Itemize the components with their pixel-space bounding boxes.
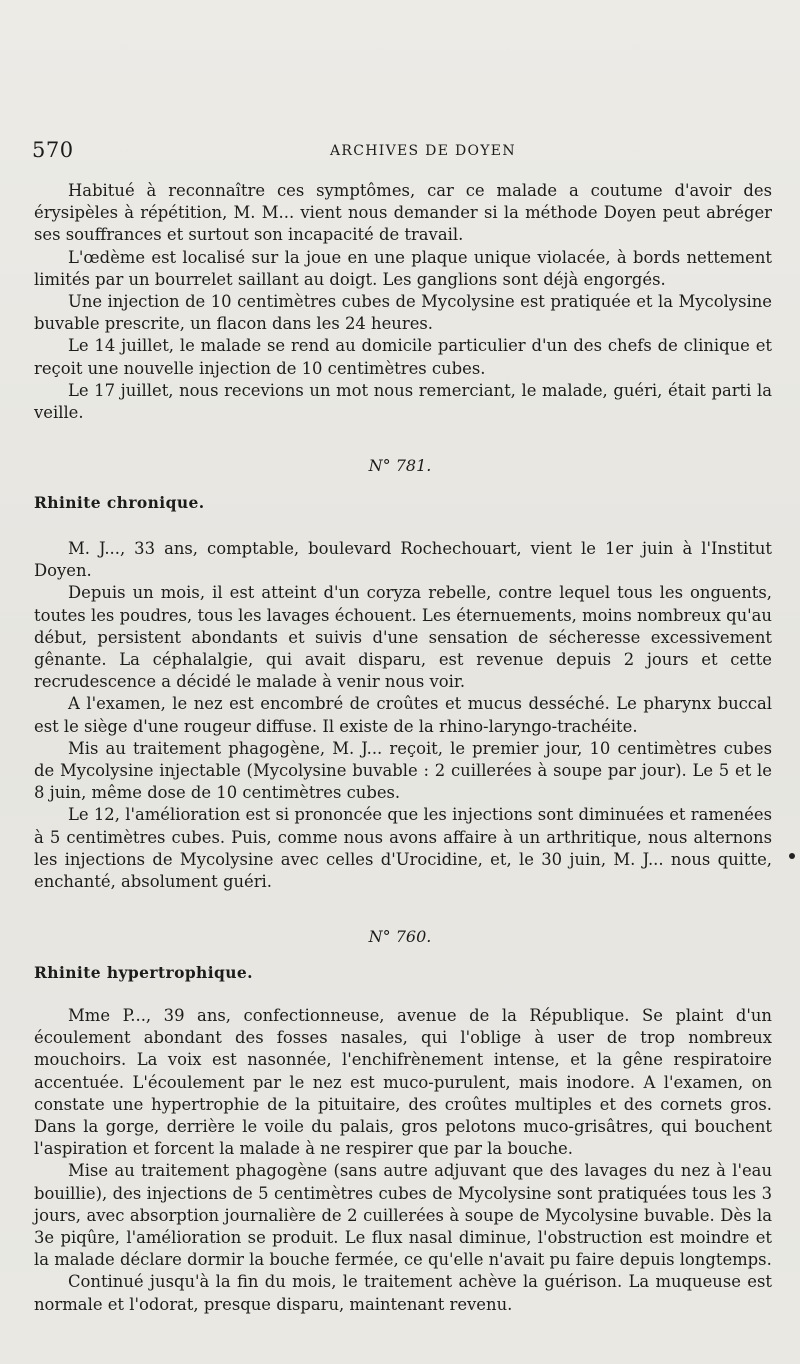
- case-number-781: N° 781.: [368, 456, 432, 475]
- paragraph: L'œdème est localisé sur la joue en une plaque unique violacée, à bords nettement limités par un bourrelet saillant au doigt. Les ganglions sont déjà engorgés.: [34, 247, 772, 289]
- case-title-rhinite-chronique: Rhinite chronique.: [34, 493, 205, 512]
- case-title-rhinite-hypertrophique: Rhinite hypertrophique.: [34, 963, 253, 982]
- running-title: ARCHIVES DE DOYEN: [330, 143, 516, 159]
- case-781-body: [34, 538, 772, 893]
- case-760-body: [34, 1005, 772, 1316]
- paragraph: Le 14 juillet, le malade se rend au domicile particulier d'un des chefs de clinique et reçoit une nouvelle injection de 10 centimètres cubes.: [34, 336, 772, 378]
- paragraph: Une injection de 10 centimètres cubes de Mycolysine est pratiquée et la Mycolysine buvable prescrite, un flacon dans les 24 heures.: [34, 292, 772, 334]
- page-number: 570: [32, 138, 74, 162]
- paragraph: Habitué à reconnaître ces symptômes, car ce malade a coutume d'avoir des érysipèles à répétition, M. M... vient nous demander si la méthode Doyen peut abréger ses souffrances et surtout son incapacité de travail.: [34, 181, 772, 245]
- paragraph: Continué jusqu'à la fin du mois, le traitement achève la guérison. La muqueuse est normale et l'odorat, presque disparu, maintenant revenu.: [34, 1272, 772, 1314]
- paragraph: Mme P..., 39 ans, confectionneuse, avenue de la République. Se plaint d'un écoulement abondant des fosses nasales, qui l'oblige à user de trop nombreux mouchoirs. La voix est nasonnée, l'enchifrènement intense, et la gêne respiratoire accentuée. L'écoulement par le nez est muco-purulent, mais inodore. A l'examen, on constate une hypertrophie de la pituitaire, des croûtes multiples et des cornets gros. Dans la gorge, derrière le voile du palais, gros pelotons muco-grisâtres, qui bouchent l'aspiration et forcent la malade à ne respirer que par la bouche.: [34, 1006, 772, 1159]
- paragraph: Le 12, l'amélioration est si prononcée que les injections sont diminuées et ramenées à 5 centimètres cubes. Puis, comme nous avons affaire à un arthritique, nous alternons les injections de Mycolysine avec celles d'Urocidine, et, le 30 juin, M. J... nous quitte, enchanté, absolument guéri.: [34, 805, 772, 892]
- paragraph: A l'examen, le nez est encombré de croûtes et mucus desséché. Le pharynx buccal est le siège d'une rougeur diffuse. Il existe de la rhino-laryngo-trachéite.: [34, 694, 772, 736]
- paragraph: Mise au traitement phagogène (sans autre adjuvant que des lavages du nez à l'eau bouillie), des injections de 5 centimètres cubes de Mycolysine sont pratiquées tous les 3 jours, avec absorption journalière de 2 cuillerées à soupe de Mycolysine buvable. Dès la 3e piqûre, l'amélioration se produit. Le flux nasal diminue, l'obstruction est moindre et la malade déclare dormir la bouche fermée, ce qu'elle n'avait pu faire depuis longtemps.: [34, 1161, 772, 1270]
- paragraph: Depuis un mois, il est atteint d'un coryza rebelle, contre lequel tous les onguents, toutes les poudres, tous les lavages échouent. Les éternuements, moins nombreux qu'au début, persistent abondants et suivis d'une sensation de sécheresse excessivement gênante. La céphalalgie, qui avait disparu, est revenue depuis 2 jours et cette recrudescence a décidé le malade à venir nous voir.: [34, 583, 772, 692]
- page-header: [32, 138, 772, 168]
- paragraph: M. J..., 33 ans, comptable, boulevard Rochechouart, vient le 1er juin à l'Institut Doyen.: [34, 539, 772, 581]
- section-continued-case: [34, 180, 772, 424]
- paragraph: Le 17 juillet, nous recevions un mot nous remerciant, le malade, guéri, était parti la veille.: [34, 380, 772, 423]
- case-number-760: N° 760.: [368, 927, 432, 946]
- paragraph: Mis au traitement phagogène, M. J... reçoit, le premier jour, 10 centimètres cubes de Mycolysine injectable (Mycolysine buvable : 2 cuillerées à soupe par jour). Le 5 et le 8 juin, même dose de 10 centimètres cubes.: [34, 738, 772, 803]
- margin-dot: [789, 853, 795, 859]
